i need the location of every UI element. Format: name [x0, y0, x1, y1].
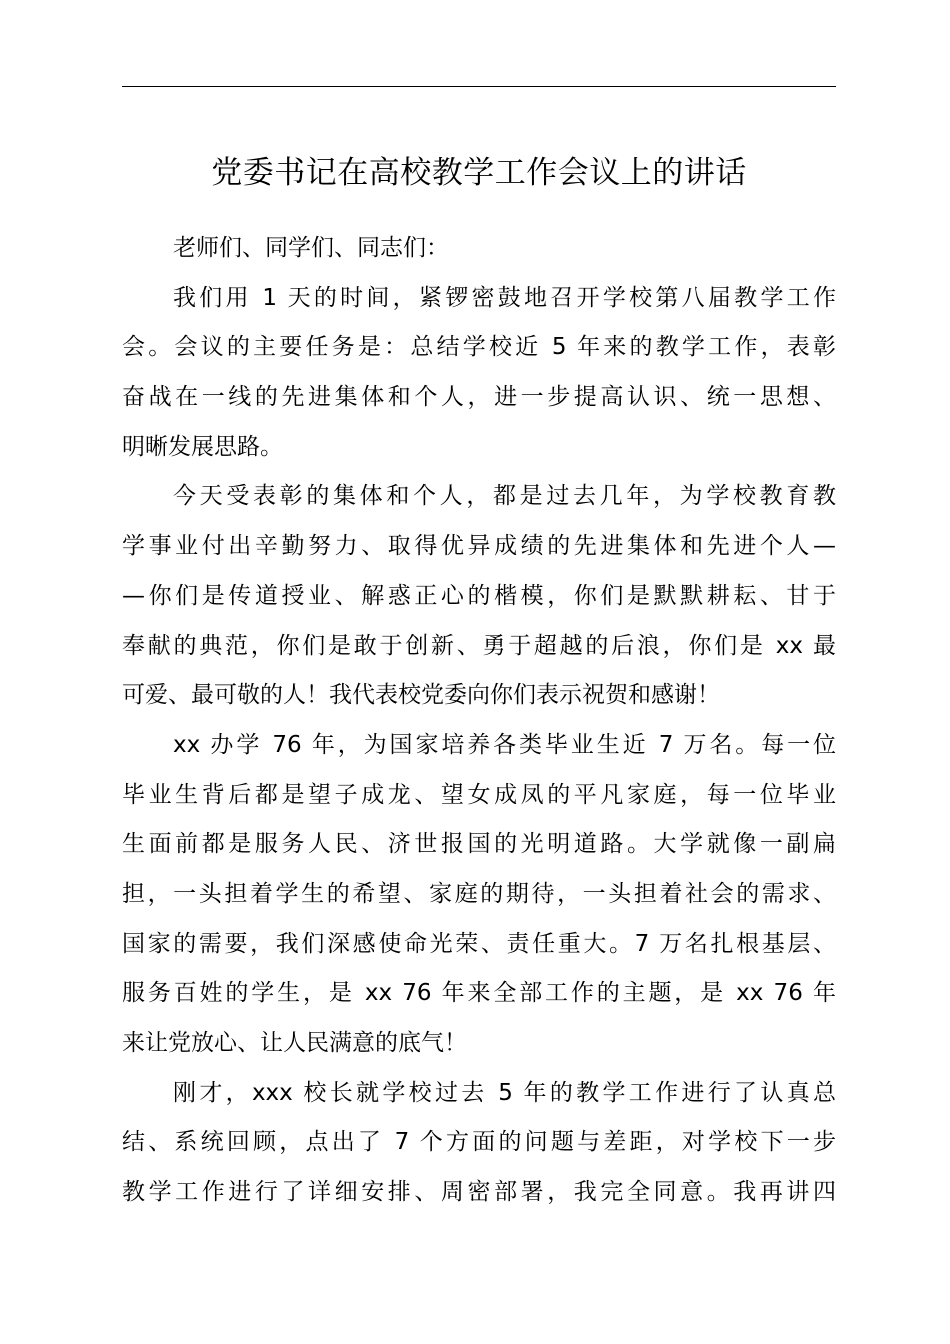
- paragraph-3-line-7: 来让党放心、让人民满意的底气！: [122, 1030, 467, 1056]
- paragraph-1-line-4: 明晰发展思路。: [122, 433, 283, 460]
- paragraph-1-line-2: 会。会议的主要任务是：总结学校近 5 年来的教学工作，表彰: [122, 334, 836, 361]
- paragraph-4-line-1: 刚才，xxx 校长就学校过去 5 年的教学工作进行了认真总: [173, 1079, 836, 1106]
- paragraph-4-line-2: 结、系统回顾，点出了 7 个方面的问题与差距，对学校下一步: [122, 1129, 836, 1156]
- paragraph-1-line-1: 我们用 1 天的时间，紧锣密鼓地召开学校第八届教学工作: [173, 284, 836, 311]
- salutation-line: 老师们、同学们、同志们：: [173, 235, 449, 261]
- document-title: 党委书记在高校教学工作会议上的讲话: [211, 155, 747, 191]
- header-rule: [122, 86, 836, 87]
- paragraph-2-line-3: —你们是传道授业、解惑正心的楷模，你们是默默耕耘、甘于: [122, 582, 836, 609]
- paragraph-2-line-4: 奉献的典范，你们是敢于创新、勇于超越的后浪，你们是 xx 最: [122, 632, 836, 659]
- document-body: [122, 224, 836, 1218]
- paragraph-3-line-5: 国家的需要，我们深感使命光荣、责任重大。7 万名扎根基层、: [122, 930, 836, 957]
- paragraph-4-line-3: 教学工作进行了详细安排、周密部署，我完全同意。我再讲四: [122, 1179, 836, 1206]
- paragraph-1-line-3: 奋战在一线的先进集体和个人，进一步提高认识、统一思想、: [122, 384, 836, 411]
- paragraph-2-line-5: 可爱、最可敬的人！我代表校党委向你们表示祝贺和感谢！: [122, 682, 720, 709]
- paragraph-3-line-3: 生面前都是服务人民、济世报国的光明道路。大学就像一副扁: [122, 831, 836, 858]
- paragraph-3-line-6: 服务百姓的学生，是 xx 76 年来全部工作的主题，是 xx 76 年: [122, 980, 836, 1007]
- paragraph-3-line-1: xx 办学 76 年，为国家培养各类毕业生近 7 万名。每一位: [173, 731, 836, 758]
- paragraph-2-line-1: 今天受表彰的集体和个人，都是过去几年，为学校教育教: [173, 483, 836, 510]
- paragraph-3-line-2: 毕业生背后都是望子成龙、望女成凤的平凡家庭，每一位毕业: [122, 781, 836, 808]
- paragraph-3-line-4: 担，一头担着学生的希望、家庭的期待，一头担着社会的需求、: [122, 880, 836, 907]
- paragraph-2-line-2: 学事业付出辛勤努力、取得优异成绩的先进集体和先进个人—: [122, 533, 836, 560]
